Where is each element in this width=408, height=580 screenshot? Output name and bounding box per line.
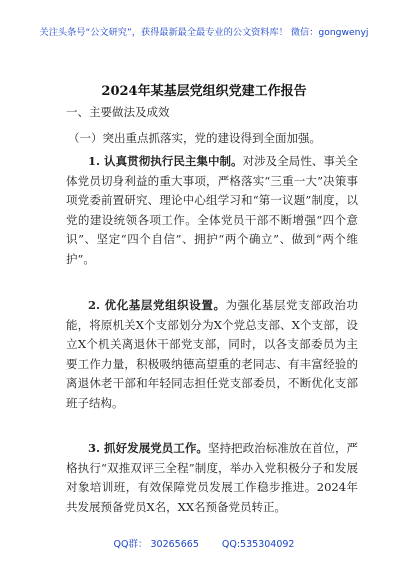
paragraph-3-body: 坚持把政治标准放在首位，严格执行“双推双评三全程”制度，举办入党积极分子和发展对象培训班，有效保障党员发展工作稳步推进。2024年共发展预备党员X名，XX名预备党员转正。	[66, 441, 359, 514]
paragraph-3	[66, 439, 358, 517]
paragraph-2-lead: 2. 优化基层党组织设置。	[88, 298, 226, 312]
page-title: 2024年某基层党组织党建工作报告	[101, 84, 307, 99]
footer-contact	[0, 536, 408, 550]
section-heading: 一、主要做法及成效	[66, 105, 170, 119]
paragraph-1-body: 对涉及全局性、事关全体党员切身利益的重大事项，严格落实“三重一大”决策事项党委前置研究、理论中心组学习和“第一议题”制度，以党的建设统领各项工作。全体党员干部不断增强“四个意识”、坚定“四个自信”、拥护“两个确立”、做到“两个维护”。	[66, 154, 358, 266]
paragraph-2	[66, 296, 358, 414]
subsection-heading: （一）突出重点抓落实，党的建设得到全面加强。	[68, 131, 321, 145]
promo-banner: 关注头条号“公文研究”，获得最新最全最专业的公文资料库！ 微信：gongwenyj	[39, 27, 369, 38]
footer-qq-group: QQ群： 30265665	[113, 539, 199, 550]
paragraph-3-lead: 3. 抓好发展党员工作。	[88, 441, 208, 455]
paragraph-1	[66, 152, 358, 270]
paragraph-1-lead: 1. 认真贯彻执行民主集中制。	[88, 154, 243, 168]
paragraph-2-body: 为强化基层党支部政治功能，将原机关X个支部划分为X个党总支部、X个支部，设立X个机关离退休干部党支部，同时，以各支部委员为主要工作力量，积极吸纳德高望重的老同志、有丰富经验的离退休老干部和年轻同志担任党支部委员，不断优化支部班子结构。	[66, 298, 359, 410]
footer-qq-number: QQ:535304092	[221, 539, 295, 550]
